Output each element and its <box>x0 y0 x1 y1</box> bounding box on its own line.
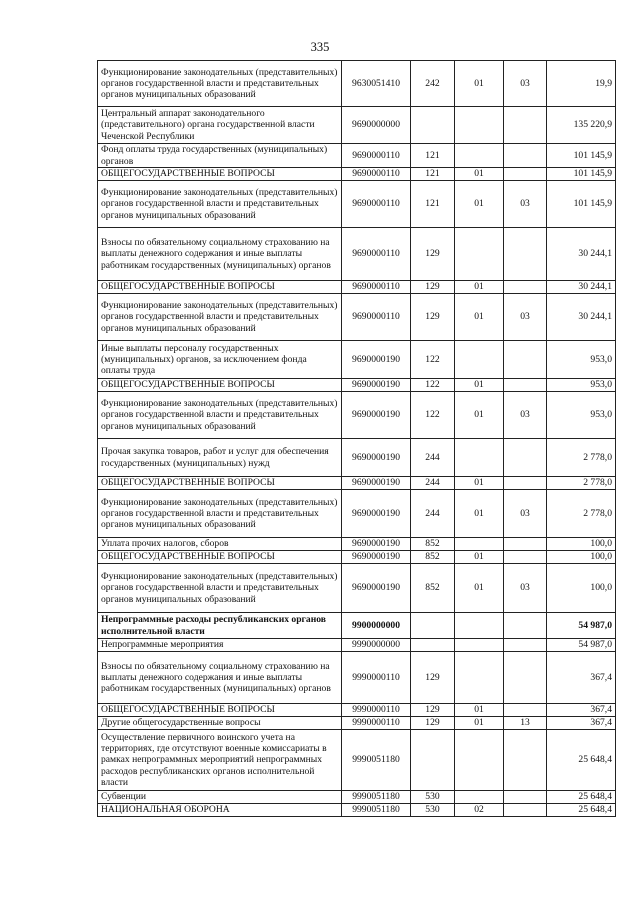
row-code-cell: 9690000110 <box>342 294 411 341</box>
row-section-cell: 01 <box>455 379 504 392</box>
row-expense-type-cell: 129 <box>411 228 455 281</box>
row-expense-type-cell: 244 <box>411 477 455 490</box>
row-section-cell: 01 <box>455 704 504 717</box>
table-row <box>98 564 616 613</box>
row-section-cell: 01 <box>455 294 504 341</box>
table-row <box>98 613 616 639</box>
row-code-cell: 9900000000 <box>342 613 411 639</box>
row-code-cell: 9690000190 <box>342 392 411 439</box>
row-section-cell <box>455 639 504 652</box>
row-name-cell: Уплата прочих налогов, сборов <box>98 538 342 551</box>
budget-table-body <box>98 61 616 817</box>
row-expense-type-cell: 244 <box>411 490 455 538</box>
budget-table <box>97 60 616 817</box>
row-expense-type-cell: 852 <box>411 538 455 551</box>
row-expense-type-cell <box>411 639 455 652</box>
row-subsection-cell <box>504 228 547 281</box>
row-expense-type-cell <box>411 730 455 791</box>
row-subsection-cell: 03 <box>504 294 547 341</box>
row-code-cell: 9990051180 <box>342 804 411 817</box>
row-amount-cell: 953,0 <box>547 392 616 439</box>
row-name-cell: ОБЩЕГОСУДАРСТВЕННЫЕ ВОПРОСЫ <box>98 551 342 564</box>
row-expense-type-cell: 121 <box>411 168 455 181</box>
table-row <box>98 379 616 392</box>
row-code-cell: 9990000000 <box>342 639 411 652</box>
row-name-cell: Осуществление первичного воинского учета на территориях, где отсутствуют военные комиссариаты в рамках непрограммных мероприятий непрограммных расходов республиканских органов исполнительной власти <box>98 730 342 791</box>
table-row <box>98 181 616 228</box>
row-code-cell: 9690000190 <box>342 564 411 613</box>
row-name-cell: Взносы по обязательному социальному страхованию на выплаты денежного содержания и иные выплаты работникам государственных (муниципальных) органов <box>98 228 342 281</box>
row-amount-cell: 54 987,0 <box>547 639 616 652</box>
row-amount-cell: 30 244,1 <box>547 228 616 281</box>
row-subsection-cell <box>504 551 547 564</box>
row-name-cell: ОБЩЕГОСУДАРСТВЕННЫЕ ВОПРОСЫ <box>98 168 342 181</box>
row-name-cell: Другие общегосударственные вопросы <box>98 717 342 730</box>
row-code-cell: 9990000110 <box>342 717 411 730</box>
row-amount-cell: 100,0 <box>547 551 616 564</box>
row-name-cell: Функционирование законодательных (представительных) органов государственной власти и представительных органов муниципальных образований <box>98 181 342 228</box>
table-row <box>98 704 616 717</box>
row-code-cell: 9690000190 <box>342 439 411 477</box>
row-amount-cell: 100,0 <box>547 538 616 551</box>
table-row <box>98 439 616 477</box>
row-subsection-cell: 03 <box>504 61 547 107</box>
row-name-cell: Взносы по обязательному социальному страхованию на выплаты денежного содержания и иные выплаты работникам государственных (муниципальных) органов <box>98 652 342 704</box>
row-expense-type-cell: 852 <box>411 551 455 564</box>
row-amount-cell: 25 648,4 <box>547 791 616 804</box>
row-subsection-cell <box>504 652 547 704</box>
row-section-cell <box>455 791 504 804</box>
row-name-cell: ОБЩЕГОСУДАРСТВЕННЫЕ ВОПРОСЫ <box>98 281 342 294</box>
row-section-cell <box>455 144 504 168</box>
row-expense-type-cell: 129 <box>411 704 455 717</box>
row-section-cell <box>455 730 504 791</box>
row-section-cell <box>455 439 504 477</box>
row-code-cell: 9690000110 <box>342 181 411 228</box>
row-subsection-cell <box>504 613 547 639</box>
table-row <box>98 294 616 341</box>
row-expense-type-cell: 242 <box>411 61 455 107</box>
row-code-cell: 9630051410 <box>342 61 411 107</box>
row-name-cell: НАЦИОНАЛЬНАЯ ОБОРОНА <box>98 804 342 817</box>
row-section-cell: 01 <box>455 551 504 564</box>
row-subsection-cell <box>504 144 547 168</box>
row-expense-type-cell: 852 <box>411 564 455 613</box>
row-section-cell: 01 <box>455 490 504 538</box>
row-expense-type-cell: 122 <box>411 379 455 392</box>
row-amount-cell: 953,0 <box>547 341 616 379</box>
row-expense-type-cell <box>411 613 455 639</box>
row-subsection-cell <box>504 538 547 551</box>
row-name-cell: ОБЩЕГОСУДАРСТВЕННЫЕ ВОПРОСЫ <box>98 704 342 717</box>
row-section-cell <box>455 613 504 639</box>
row-subsection-cell <box>504 791 547 804</box>
row-name-cell: Центральный аппарат законодательного (представительного) органа государственной власти Чеченской Республики <box>98 107 342 144</box>
row-section-cell: 01 <box>455 477 504 490</box>
table-row <box>98 538 616 551</box>
row-expense-type-cell: 129 <box>411 717 455 730</box>
row-section-cell <box>455 107 504 144</box>
row-name-cell: ОБЩЕГОСУДАРСТВЕННЫЕ ВОПРОСЫ <box>98 379 342 392</box>
row-subsection-cell: 03 <box>504 392 547 439</box>
row-expense-type-cell: 122 <box>411 392 455 439</box>
row-code-cell: 9990000110 <box>342 652 411 704</box>
row-code-cell: 9690000110 <box>342 144 411 168</box>
row-code-cell: 9690000190 <box>342 490 411 538</box>
row-amount-cell: 101 145,9 <box>547 181 616 228</box>
row-subsection-cell: 03 <box>504 181 547 228</box>
row-amount-cell: 54 987,0 <box>547 613 616 639</box>
row-section-cell: 01 <box>455 61 504 107</box>
row-subsection-cell <box>504 341 547 379</box>
row-amount-cell: 2 778,0 <box>547 490 616 538</box>
row-subsection-cell <box>504 804 547 817</box>
row-section-cell: 01 <box>455 717 504 730</box>
row-expense-type-cell: 121 <box>411 144 455 168</box>
row-amount-cell: 100,0 <box>547 564 616 613</box>
row-name-cell: Фонд оплаты труда государственных (муниципальных) органов <box>98 144 342 168</box>
row-code-cell: 9690000000 <box>342 107 411 144</box>
row-amount-cell: 19,9 <box>547 61 616 107</box>
row-code-cell: 9690000110 <box>342 228 411 281</box>
row-name-cell: Непрограммные расходы республиканских органов исполнительной власти <box>98 613 342 639</box>
row-expense-type-cell: 122 <box>411 341 455 379</box>
row-section-cell: 01 <box>455 168 504 181</box>
row-code-cell: 9690000190 <box>342 538 411 551</box>
row-amount-cell: 367,4 <box>547 652 616 704</box>
row-amount-cell: 367,4 <box>547 717 616 730</box>
table-row <box>98 107 616 144</box>
row-subsection-cell <box>504 379 547 392</box>
page-number: 335 <box>310 40 330 54</box>
row-section-cell: 01 <box>455 281 504 294</box>
row-amount-cell: 135 220,9 <box>547 107 616 144</box>
row-subsection-cell <box>504 439 547 477</box>
row-expense-type-cell: 129 <box>411 281 455 294</box>
row-amount-cell: 25 648,4 <box>547 804 616 817</box>
row-name-cell: Прочая закупка товаров, работ и услуг для обеспечения государственных (муниципальных) нужд <box>98 439 342 477</box>
row-amount-cell: 2 778,0 <box>547 477 616 490</box>
row-amount-cell: 953,0 <box>547 379 616 392</box>
row-expense-type-cell: 129 <box>411 652 455 704</box>
table-row <box>98 392 616 439</box>
table-row <box>98 730 616 791</box>
row-code-cell: 9690000110 <box>342 168 411 181</box>
table-row <box>98 551 616 564</box>
row-code-cell: 9690000190 <box>342 551 411 564</box>
row-name-cell: Функционирование законодательных (представительных) органов государственной власти и представительных органов муниципальных образований <box>98 564 342 613</box>
row-code-cell: 9690000190 <box>342 341 411 379</box>
row-subsection-cell <box>504 477 547 490</box>
row-subsection-cell <box>504 281 547 294</box>
row-section-cell: 01 <box>455 564 504 613</box>
row-amount-cell: 25 648,4 <box>547 730 616 791</box>
row-subsection-cell: 03 <box>504 490 547 538</box>
row-name-cell: Непрограммные мероприятия <box>98 639 342 652</box>
row-subsection-cell <box>504 107 547 144</box>
row-amount-cell: 30 244,1 <box>547 294 616 341</box>
row-subsection-cell: 13 <box>504 717 547 730</box>
row-code-cell: 9990051180 <box>342 791 411 804</box>
row-section-cell <box>455 538 504 551</box>
table-row <box>98 144 616 168</box>
table-row <box>98 228 616 281</box>
row-amount-cell: 30 244,1 <box>547 281 616 294</box>
row-amount-cell: 101 145,9 <box>547 168 616 181</box>
row-expense-type-cell <box>411 107 455 144</box>
row-amount-cell: 101 145,9 <box>547 144 616 168</box>
row-section-cell <box>455 652 504 704</box>
row-expense-type-cell: 121 <box>411 181 455 228</box>
row-section-cell: 01 <box>455 181 504 228</box>
table-row <box>98 341 616 379</box>
row-name-cell: Функционирование законодательных (представительных) органов государственной власти и представительных органов муниципальных образований <box>98 392 342 439</box>
row-name-cell: Функционирование законодательных (представительных) органов государственной власти и представительных органов муниципальных образований <box>98 490 342 538</box>
table-row <box>98 281 616 294</box>
row-code-cell: 9690000190 <box>342 477 411 490</box>
table-row <box>98 652 616 704</box>
table-row <box>98 717 616 730</box>
row-name-cell: Функционирование законодательных (представительных) органов государственной власти и представительных органов муниципальных образований <box>98 294 342 341</box>
row-code-cell: 9990000110 <box>342 704 411 717</box>
row-amount-cell: 367,4 <box>547 704 616 717</box>
table-row <box>98 490 616 538</box>
row-expense-type-cell: 530 <box>411 791 455 804</box>
table-row <box>98 477 616 490</box>
row-section-cell <box>455 228 504 281</box>
row-amount-cell: 2 778,0 <box>547 439 616 477</box>
row-subsection-cell <box>504 704 547 717</box>
table-row <box>98 791 616 804</box>
row-name-cell: Функционирование законодательных (представительных) органов государственной власти и представительных органов муниципальных образований <box>98 61 342 107</box>
row-code-cell: 9990051180 <box>342 730 411 791</box>
row-section-cell: 01 <box>455 392 504 439</box>
table-row <box>98 639 616 652</box>
row-expense-type-cell: 530 <box>411 804 455 817</box>
row-code-cell: 9690000110 <box>342 281 411 294</box>
row-expense-type-cell: 244 <box>411 439 455 477</box>
row-name-cell: Субвенции <box>98 791 342 804</box>
row-subsection-cell <box>504 730 547 791</box>
row-name-cell: ОБЩЕГОСУДАРСТВЕННЫЕ ВОПРОСЫ <box>98 477 342 490</box>
row-expense-type-cell: 129 <box>411 294 455 341</box>
row-section-cell: 02 <box>455 804 504 817</box>
row-subsection-cell <box>504 168 547 181</box>
row-code-cell: 9690000190 <box>342 379 411 392</box>
row-name-cell: Иные выплаты персоналу государственных (муниципальных) органов, за исключением фонда оплаты труда <box>98 341 342 379</box>
row-section-cell <box>455 341 504 379</box>
row-subsection-cell <box>504 639 547 652</box>
table-row <box>98 61 616 107</box>
table-row <box>98 804 616 817</box>
table-row <box>98 168 616 181</box>
row-subsection-cell: 03 <box>504 564 547 613</box>
